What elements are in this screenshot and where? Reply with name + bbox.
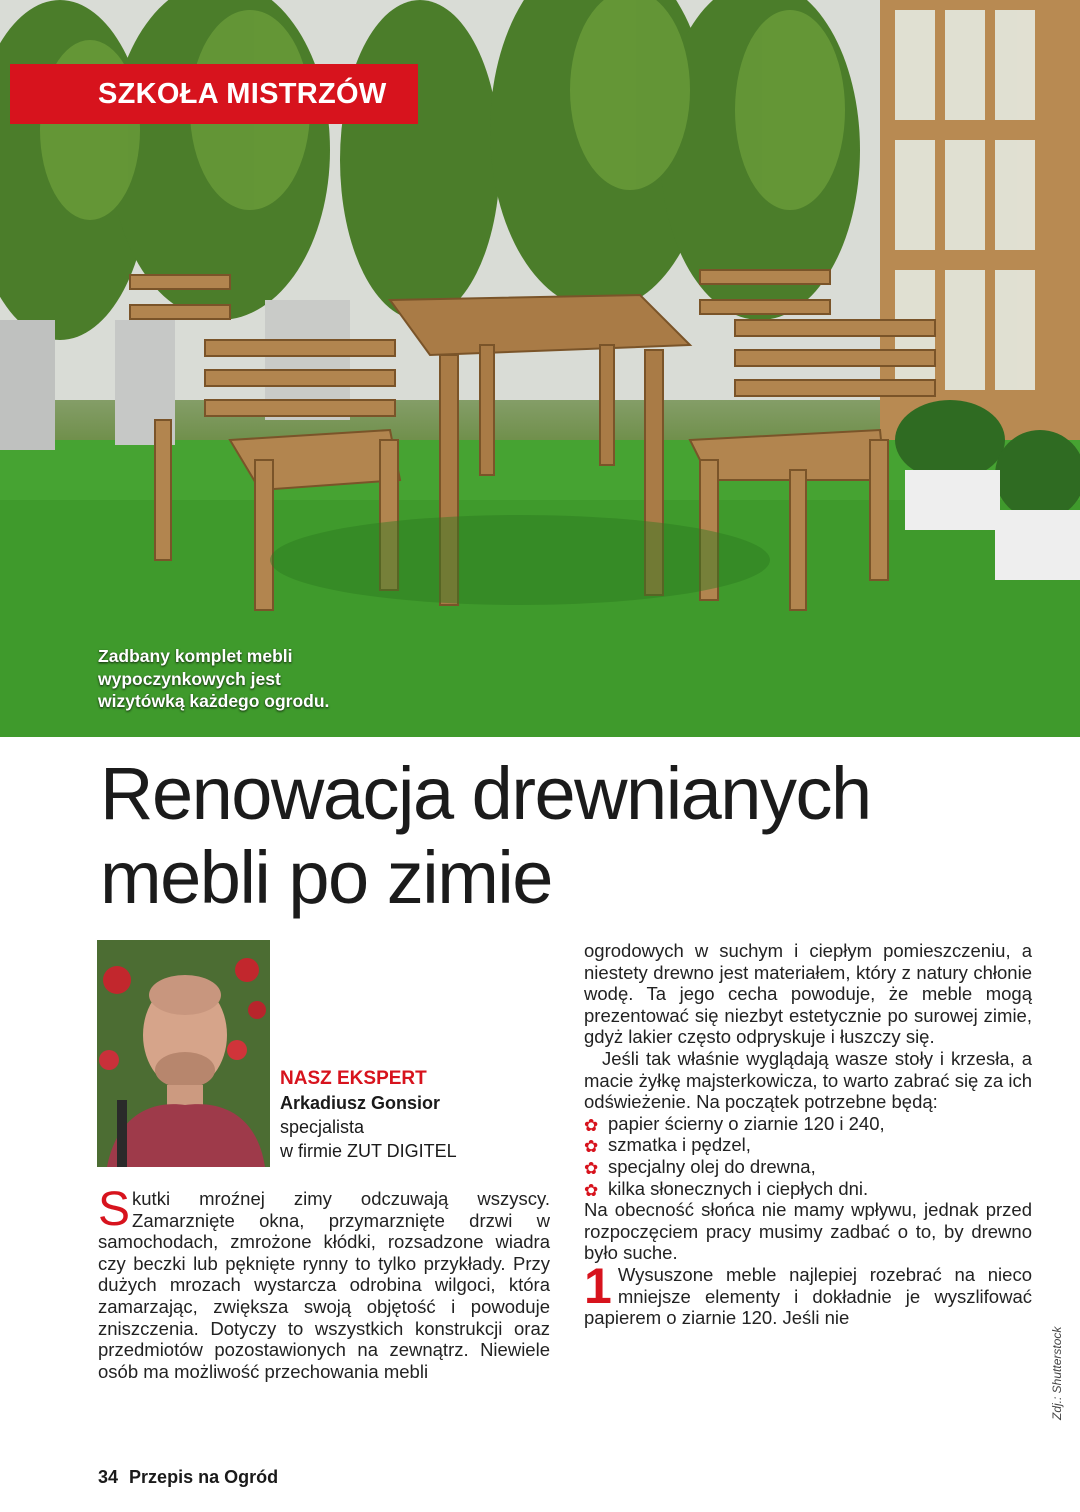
drop-cap: S bbox=[98, 1183, 131, 1236]
magazine-name: Przepis na Ogród bbox=[129, 1467, 279, 1487]
flower-icon: ✿ bbox=[584, 1180, 599, 1200]
step-1-text: Wysuszone meble najlepiej rozebrać na nieco mniejsze elementy i dokładnie je wyszlifować papierem o ziarnie 120. Jeśli nie bbox=[584, 1263, 1032, 1329]
paragraph-2: Jeśli tak właśnie wyglądają wasze stoły i krzesła, a macie żyłkę majsterkowicza, to warto zabrać się za ich odświeżenie. Na początek potrzebne będą: bbox=[584, 1047, 1032, 1113]
intro-text: kutki mroźnej zimy odczuwają wszyscy. Zamarznięte okna, przymarznięte drzwi w samochodach, zmrożone kłódki, rozsadzone wiadra czy beczki lub pęknięte rynny to tylko przykłady. Przy dużych mrozach wystarcza odrobina wilgoci, która zamarzając, zwiększa swoją objętość i powoduje zniszczenia. Dotyczy to wszystkich konstrukcji oraz przedmiotów pozostawionych na zewnątrz. Niewiele osób ma możliwość przechowania mebli bbox=[98, 1188, 550, 1382]
expert-name: Arkadiusz Gonsior bbox=[280, 1093, 441, 1113]
intro-paragraph bbox=[98, 1183, 550, 1382]
expert-portrait-illustration bbox=[97, 940, 270, 1167]
page-footer bbox=[98, 1467, 278, 1488]
list-item: ✿ specjalny olej do drewna, bbox=[584, 1155, 816, 1178]
continued-paragraph: ogrodowych w suchym i ciepłym pomieszczeniu, a niestety drewno jest materiałem, który z natury chłonie wodę. Ta jego cecha powoduje, że meble mogą prezentować się niezbyt estetycznie po surowej zimie, gdyż lakier często odpryskuje i łuszczy się. bbox=[584, 940, 1032, 1048]
list-item: ✿ szmatka i pędzel, bbox=[584, 1134, 751, 1157]
section-tag: SZKOŁA MISTRZÓW bbox=[10, 64, 418, 124]
photo-credit: Zdj.: Shutterstock bbox=[1050, 1326, 1064, 1420]
expert-photo bbox=[97, 940, 270, 1167]
article-title bbox=[100, 752, 1050, 920]
paragraph-3: Na obecność słońca nie mamy wpływu, jednak przed rozpoczęciem pracy musimy zadbać o to, by drewno było suche. bbox=[584, 1199, 1032, 1264]
expert-box bbox=[280, 1067, 520, 1163]
step-1-paragraph bbox=[584, 1257, 1032, 1329]
title-line-1: Renowacja drewnianych bbox=[100, 752, 871, 835]
expert-role-line-2: w firmie ZUT DIGITEL bbox=[280, 1141, 457, 1161]
body-column-left bbox=[98, 1183, 550, 1382]
list-item: ✿ kilka słonecznych i ciepłych dni. bbox=[584, 1177, 869, 1200]
title-line-2: mebli po zimie bbox=[100, 836, 552, 919]
flower-icon: ✿ bbox=[584, 1137, 599, 1157]
flower-icon: ✿ bbox=[584, 1115, 599, 1135]
expert-label: NASZ EKSPERT bbox=[280, 1068, 427, 1089]
body-column-right bbox=[584, 940, 1032, 1329]
hero-photo bbox=[0, 0, 1080, 737]
flower-icon: ✿ bbox=[584, 1158, 599, 1178]
materials-list bbox=[584, 1113, 1032, 1199]
step-1-number: 1 bbox=[584, 1257, 612, 1314]
photo-caption: Zadbany komplet mebli wypoczynkowych jest wizytówką każdego ogrodu. bbox=[98, 646, 330, 711]
expert-role-line-1: specjalista bbox=[280, 1117, 365, 1137]
page-number: 34 bbox=[98, 1467, 119, 1487]
list-item: ✿ papier ścierny o ziarnie 120 i 240, bbox=[584, 1112, 885, 1135]
